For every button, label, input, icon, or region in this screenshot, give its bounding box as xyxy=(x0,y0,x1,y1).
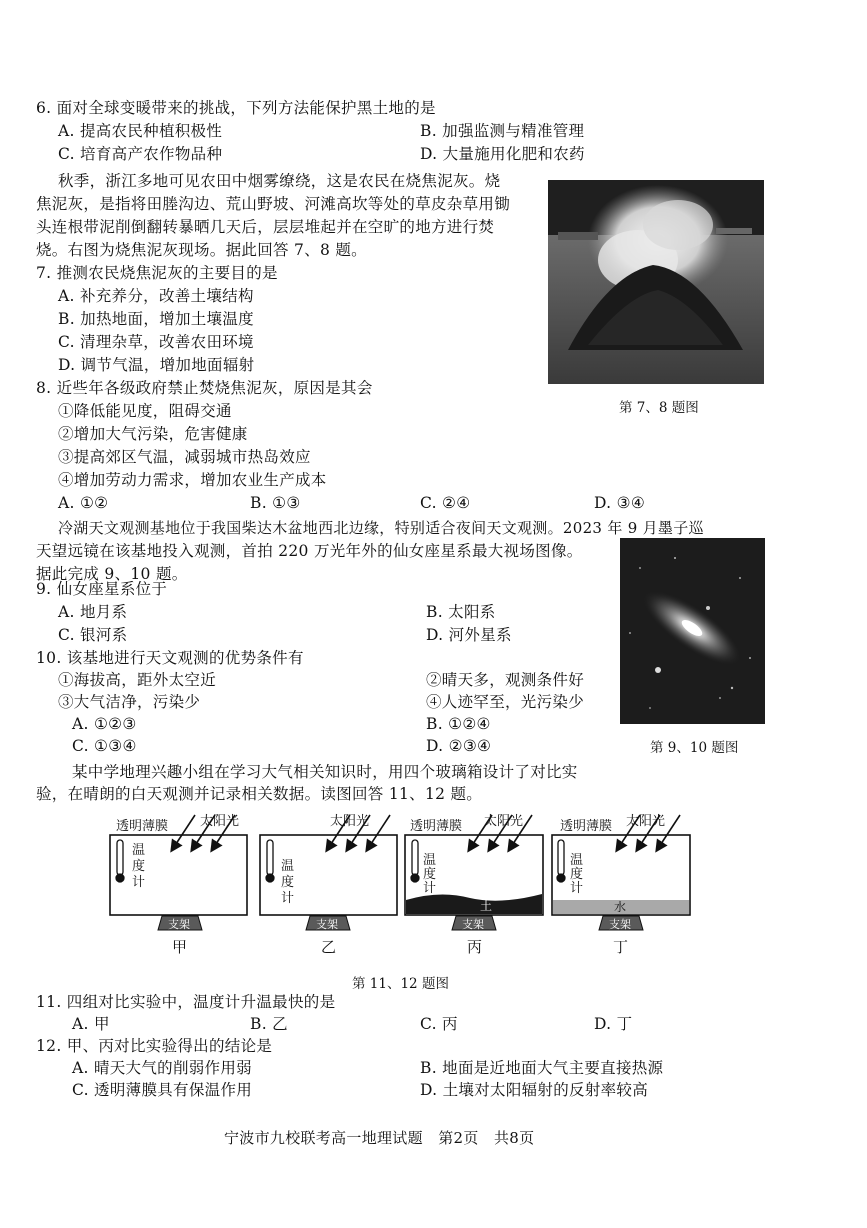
q10-stem: 10. 该基地进行天文观测的优势条件有 xyxy=(36,649,304,667)
box-name-yi: 乙 xyxy=(321,938,337,956)
thermo-label: 温 xyxy=(132,843,146,858)
page-footer: 宁波市九校联考高一地理试题 第2页 共8页 xyxy=(224,1129,535,1147)
thermo-label: 度 xyxy=(423,867,437,882)
thermo-label: 度 xyxy=(570,867,584,882)
thermo-label: 温 xyxy=(281,859,295,874)
glass-box-experiment-diagram xyxy=(100,810,720,960)
stand-label: 支架 xyxy=(316,918,338,931)
stand-label: 支架 xyxy=(462,918,484,931)
q11-option-d[interactable]: D. 丁 xyxy=(594,1015,633,1033)
q7-option-b[interactable]: B. 加热地面，增加土壤温度 xyxy=(58,310,254,328)
passage-910-line: 冷湖天文观测基地位于我国柴达木盆地西北边缘，特别适合夜间天文观测。2023 年 9 月墨子巡 xyxy=(58,519,704,537)
q6-option-d[interactable]: D. 大量施用化肥和农药 xyxy=(420,145,585,163)
q10-option-b[interactable]: B. ①②④ xyxy=(426,715,491,733)
film-label: 透明薄膜 xyxy=(410,819,463,834)
q9-option-a[interactable]: A. 地月系 xyxy=(58,603,128,621)
stand-label: 支架 xyxy=(168,918,190,931)
thermo-label: 计 xyxy=(570,881,584,896)
thermo-label: 计 xyxy=(423,881,437,896)
q11-option-c[interactable]: C. 丙 xyxy=(420,1015,458,1033)
passage-78-line: 烧。右图为烧焦泥灰现场。据此回答 7、8 题。 xyxy=(36,241,367,259)
q10-option-c[interactable]: C. ①③④ xyxy=(72,737,137,755)
q10-item: ②晴天多，观测条件好 xyxy=(426,671,585,689)
q9-option-c[interactable]: C. 银河系 xyxy=(58,626,128,644)
q12-stem: 12. 甲、丙对比实验得出的结论是 xyxy=(36,1037,273,1055)
q9-option-b[interactable]: B. 太阳系 xyxy=(426,603,496,621)
q12-option-b[interactable]: B. 地面是近地面大气主要直接热源 xyxy=(420,1059,664,1077)
q7-stem: 7. 推测农民烧焦泥灰的主要目的是 xyxy=(36,264,278,282)
burning-field-photo xyxy=(548,180,764,384)
thermo-label: 度 xyxy=(281,875,295,890)
q8-item: ①降低能见度，阻碍交通 xyxy=(58,402,232,420)
q11-option-b[interactable]: B. 乙 xyxy=(250,1015,288,1033)
sun-label: 太阳光 xyxy=(200,814,240,829)
q8-item: ④增加劳动力需求，增加农业生产成本 xyxy=(58,471,327,489)
q7-option-c[interactable]: C. 清理杂草，改善农田环境 xyxy=(58,333,254,351)
q10-option-d[interactable]: D. ②③④ xyxy=(426,737,492,755)
q12-option-c[interactable]: C. 透明薄膜具有保温作用 xyxy=(72,1081,253,1099)
passage-1112-line: 验，在晴朗的白天观测并记录相关数据。读图回答 11、12 题。 xyxy=(36,785,483,803)
q11-option-a[interactable]: A. 甲 xyxy=(72,1015,110,1033)
passage-78-line: 焦泥灰，是指将田塍沟边、荒山野坡、河滩高坎等处的草皮杂草用锄 xyxy=(36,195,511,213)
q8-option-d[interactable]: D. ③④ xyxy=(594,494,646,512)
passage-910-line: 天望远镜在该基地投入观测，首拍 220 万光年外的仙女座星系最大视场图像。 xyxy=(36,542,583,560)
q12-option-a[interactable]: A. 晴天大气的削弱作用弱 xyxy=(72,1059,252,1077)
box-name-ding: 丁 xyxy=(613,938,629,956)
q10-option-a[interactable]: A. ①②③ xyxy=(72,715,137,733)
soil-layer xyxy=(406,894,542,914)
sun-label: 太阳光 xyxy=(626,814,666,829)
passage-910-line: 据此完成 9、10 题。 xyxy=(36,565,188,583)
q8-item: ②增加大气污染，危害健康 xyxy=(58,425,248,443)
q11-stem: 11. 四组对比实验中，温度计升温最快的是 xyxy=(36,993,336,1011)
q8-item: ③提高郊区气温，减弱城市热岛效应 xyxy=(58,448,311,466)
thermo-label: 度 xyxy=(132,859,146,874)
sun-label: 太阳光 xyxy=(484,814,524,829)
q10-item: ④人迹罕至，光污染少 xyxy=(426,693,585,711)
box-name-jia: 甲 xyxy=(172,938,188,956)
soil-label: 土 xyxy=(480,899,493,913)
q6-option-b[interactable]: B. 加强监测与精准管理 xyxy=(420,122,585,140)
q8-stem: 8. 近些年各级政府禁止焚烧焦泥灰，原因是其会 xyxy=(36,379,373,397)
q12-option-d[interactable]: D. 土壤对太阳辐射的反射率较高 xyxy=(420,1081,649,1099)
q7-option-d[interactable]: D. 调节气温，增加地面辐射 xyxy=(58,356,255,374)
film-label: 透明薄膜 xyxy=(116,819,169,834)
water-label: 水 xyxy=(614,900,627,914)
thermometer-icon xyxy=(412,840,418,875)
box-name-bing: 丙 xyxy=(467,938,483,956)
passage-78-line: 头连根带泥削倒翻转暴晒几天后，层层堆起并在空旷的地方进行焚 xyxy=(36,218,495,236)
q10-item: ③大气洁净，污染少 xyxy=(58,693,201,711)
q9-option-d[interactable]: D. 河外星系 xyxy=(426,626,512,644)
thermometer-icon xyxy=(117,840,123,875)
stand-label: 支架 xyxy=(609,918,631,931)
box-jia xyxy=(110,835,247,915)
q10-item: ①海拔高，距外太空近 xyxy=(58,671,217,689)
q8-option-b[interactable]: B. ①③ xyxy=(250,494,301,512)
q7-option-a[interactable]: A. 补充养分，改善土壤结构 xyxy=(58,287,254,305)
passage-1112-line: 某中学地理兴趣小组在学习大气相关知识时，用四个玻璃箱设计了对比实 xyxy=(72,763,578,781)
thermo-label: 计 xyxy=(132,875,146,890)
thermo-label: 计 xyxy=(281,891,295,906)
q6-option-c[interactable]: C. 培育高产农作物品种 xyxy=(58,145,223,163)
q9-stem: 9. 仙女座星系位于 xyxy=(36,580,168,598)
thermometer-icon xyxy=(267,840,273,875)
fig1112-caption: 第 11、12 题图 xyxy=(352,976,449,992)
film-label: 透明薄膜 xyxy=(560,819,613,834)
passage-78-line: 秋季，浙江多地可见农田中烟雾缭绕，这是农民在烧焦泥灰。烧 xyxy=(58,172,501,190)
sun-label: 太阳光 xyxy=(330,814,370,829)
thermo-label: 温 xyxy=(570,853,584,868)
q8-option-c[interactable]: C. ②④ xyxy=(420,494,471,512)
fig78-caption: 第 7、8 题图 xyxy=(619,400,699,416)
q6-option-a[interactable]: A. 提高农民种植积极性 xyxy=(58,122,223,140)
andromeda-galaxy-photo xyxy=(620,538,765,724)
q6-stem: 6. 面对全球变暖带来的挑战，下列方法能保护黑土地的是 xyxy=(36,99,436,117)
thermometer-icon xyxy=(558,840,564,875)
fig910-caption: 第 9、10 题图 xyxy=(650,740,739,756)
q8-option-a[interactable]: A. ①② xyxy=(58,494,109,512)
thermo-label: 温 xyxy=(423,853,437,868)
